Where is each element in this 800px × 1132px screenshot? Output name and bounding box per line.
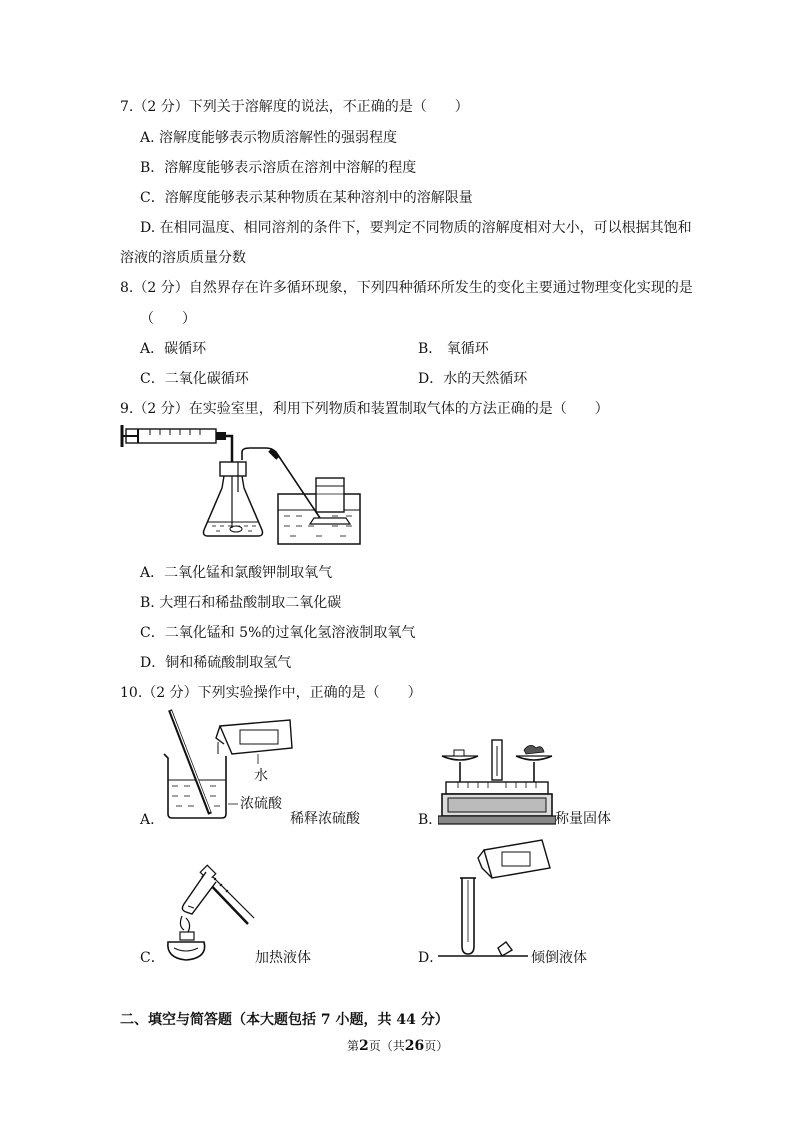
- q10-option-a-letter: A.: [140, 812, 155, 828]
- footer-mid: 页（共: [368, 1039, 405, 1053]
- q7-option-c: C．溶解度能够表示某种物质在某种溶剂中的溶解限量: [140, 190, 473, 206]
- q7-option-d: D. 在相同温度、相同溶剂的条件下，要判定不同物质的溶解度相对大小，可以根据其饱和: [140, 220, 692, 236]
- page-footer: [347, 1036, 448, 1056]
- q9-option-d: D．铜和稀硫酸制取氢气: [140, 655, 292, 671]
- q9-stem: 9.（2 分）在实验室里，利用下列物质和装置制取气体的方法正确的是（ ）: [120, 401, 609, 417]
- section-heading: 二、填空与简答题（本大题包括 7 小题，共 44 分）: [120, 1012, 449, 1028]
- q10-option-c-letter: C．: [140, 950, 165, 966]
- footer-suffix: 页）: [424, 1039, 449, 1053]
- footer-page-number: 2: [359, 1038, 369, 1054]
- q7-option-d-continued: 溶液的溶质质量分数: [120, 250, 246, 266]
- q10-option-c-caption: 加热液体: [255, 950, 311, 966]
- q8-option-d: D．水的天然循环: [418, 371, 528, 387]
- q8-option-a: A．碳循环: [140, 341, 207, 357]
- label-concentrated-acid: 浓硫酸: [240, 796, 282, 812]
- balance-figure: [438, 738, 556, 830]
- q7-option-a: A. 溶解度能够表示物质溶解性的强弱程度: [140, 130, 398, 146]
- q8-stem: 8.（2 分）自然界存在许多循环现象，下列四种循环所发生的变化主要通过物理变化实现的是: [120, 280, 693, 296]
- q10-option-d-letter: D．: [418, 950, 444, 966]
- heating-liquid-figure: [158, 860, 258, 966]
- q10-option-d-caption: 倾倒液体: [531, 950, 587, 966]
- q9-option-a: A．二氧化锰和氯酸钾制取氧气: [140, 565, 333, 581]
- q10-stem: 10.（2 分）下列实验操作中，正确的是（ ）: [120, 685, 422, 701]
- q8-option-c: C．二氧化碳循环: [140, 371, 249, 387]
- gas-generation-apparatus-figure: [120, 422, 370, 550]
- q10-option-b-letter: B．: [418, 812, 443, 828]
- footer-total-pages: 26: [404, 1038, 425, 1054]
- pouring-liquid-figure: [438, 838, 568, 964]
- q9-option-c: C．二氧化锰和 5%的过氧化氢溶液制取氧气: [140, 625, 416, 641]
- q9-option-b: B. 大理石和稀盐酸制取二氧化碳: [140, 595, 342, 611]
- label-water: 水: [254, 768, 268, 784]
- q8-option-b: B． 氧循环: [418, 341, 489, 357]
- q10-option-a-caption: 稀释浓硫酸: [290, 811, 360, 827]
- q8-paren: （ ）: [140, 311, 196, 327]
- q7-stem: 7.（2 分）下列关于溶解度的说法，不正确的是（ ）: [120, 99, 469, 115]
- dilute-acid-figure: [158, 708, 308, 824]
- q10-option-b-caption: 称量固体: [555, 811, 611, 827]
- footer-prefix: 第: [347, 1039, 360, 1053]
- q7-option-b: B．溶解度能够表示溶质在溶剂中溶解的程度: [140, 160, 417, 176]
